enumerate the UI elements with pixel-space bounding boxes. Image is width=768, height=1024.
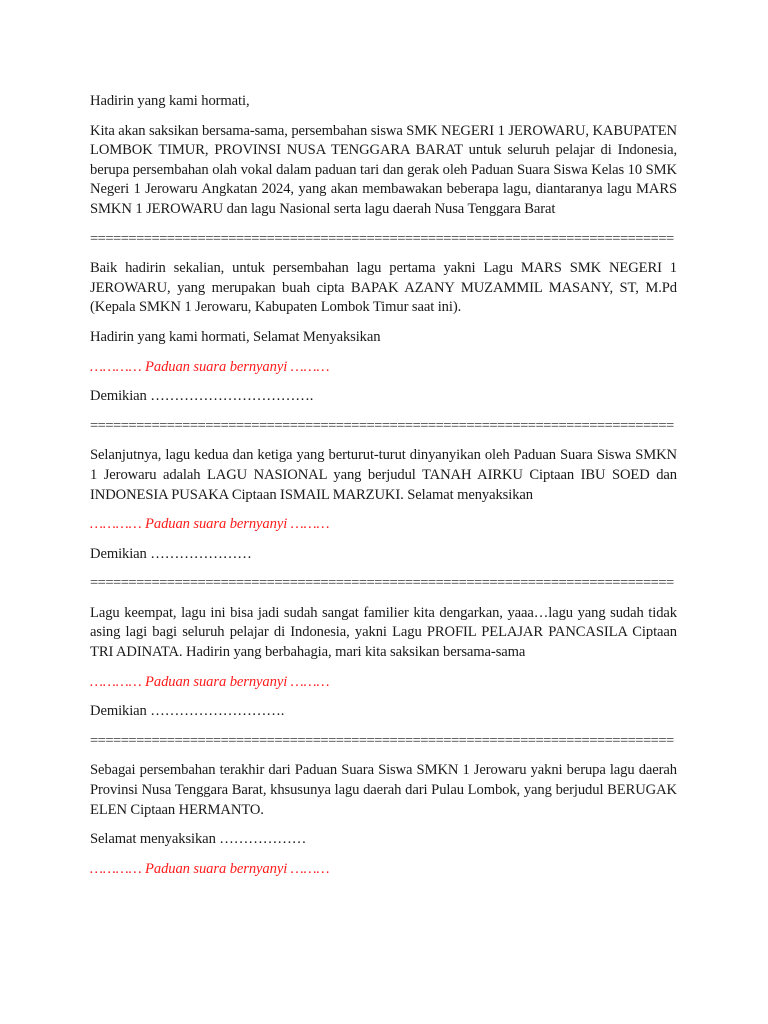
section3-paragraph: Lagu keempat, lagu ini bisa jadi sudah sangat familier kita dengarkan, yaaa…lagu yang sudah tidak asing lagi bagi seluruh pelajar di Indonesia, yakni Lagu PROFIL PELAJAR PANCASILA Ciptaan TRI ADINATA. Hadirin yang berbahagia, mari kita saksikan bersama-sama <box>90 604 677 661</box>
section4-closing: Selamat menyaksikan ……………… <box>90 831 307 848</box>
separator-line: ============================================================================ <box>90 417 674 434</box>
section2-paragraph: Selanjutnya, lagu kedua dan ketiga yang berturut-turut dinyanyikan oleh Paduan Suara Siswa SMKN 1 Jerowaru adalah LAGU NASIONAL yang berjudul TANAH AIRKU Ciptaan IBU SOED dan INDONESIA PUSAKA Ciptaan ISMAIL MARZUKI. Selamat menyaksikan <box>90 447 677 503</box>
section1-demikian: Demikian ……………………………. <box>90 388 314 405</box>
greeting: Hadirin yang kami hormati, <box>90 93 250 109</box>
section4-singing-cue: ………… Paduan suara bernyanyi ……… <box>90 860 330 877</box>
separator-line: ============================================================================ <box>90 575 674 592</box>
document-page <box>90 92 677 889</box>
section2-singing-cue: ………… Paduan suara bernyanyi ……… <box>90 516 330 533</box>
intro-paragraph: Kita akan saksikan bersama-sama, persembahan siswa SMK NEGERI 1 JEROWARU, KABUPATEN LOMBOK TIMUR, PROVINSI NUSA TENGGARA BARAT untuk seluruh pelajar di Indonesia, berupa persembahan olah vokal dalam paduan tari dan gerak oleh Paduan Suara Siswa Kelas 10 SMK Negeri 1 Jerowaru Angkatan 2024, yang akan membawakan beberapa lagu, diantaranya lagu MARS SMKN 1 JEROWARU dan lagu Nasional serta lagu daerah Nusa Tenggara Barat <box>90 122 677 217</box>
section4-paragraph: Sebagai persembahan terakhir dari Paduan Suara Siswa SMKN 1 Jerowaru yakni berupa lagu daerah Provinsi Nusa Tenggara Barat, khsusunya lagu daerah dari Pulau Lombok, yang berjudul BERUGAK ELEN Ciptaan HERMANTO. <box>90 762 677 818</box>
section1-closing: Hadirin yang kami hormati, Selamat Menyaksikan <box>90 328 381 345</box>
section2-demikian: Demikian ………………… <box>90 545 252 562</box>
separator-line: ============================================================================ <box>90 230 674 247</box>
separator-line: ============================================================================ <box>90 732 674 749</box>
section1-paragraph: Baik hadirin sekalian, untuk persembahan lagu pertama yakni Lagu MARS SMK NEGERI 1 JEROWARU, yang merupakan buah cipta BAPAK AZANY MUZAMMIL MASANY, ST, M.Pd (Kepala SMKN 1 Jerowaru, Kabupaten Lombok Timur saat ini). <box>90 260 677 316</box>
section3-singing-cue: ………… Paduan suara bernyanyi ……… <box>90 673 330 690</box>
section1-singing-cue: ………… Paduan suara bernyanyi ……… <box>90 358 330 375</box>
section3-demikian: Demikian ………………………. <box>90 703 285 720</box>
